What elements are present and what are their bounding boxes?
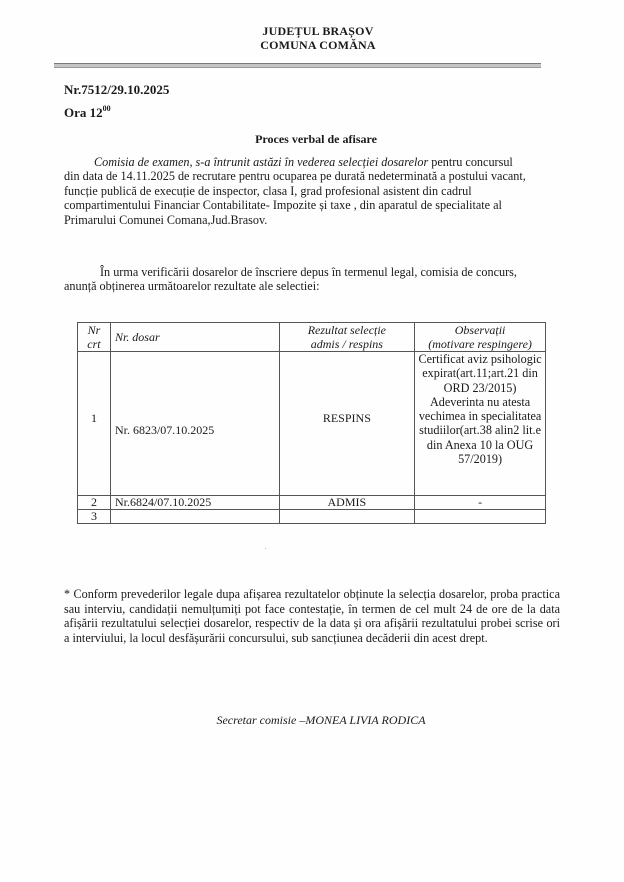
header-observatii bbox=[415, 323, 546, 352]
document-title: Proces verbal de afisare bbox=[255, 132, 377, 146]
scan-speck bbox=[265, 548, 266, 549]
table-row bbox=[78, 496, 546, 510]
document-header bbox=[0, 24, 624, 52]
cell-nr: 2 bbox=[78, 496, 111, 510]
intro-first-line bbox=[64, 155, 564, 169]
signature-line: Secretar comisie –MONEA LIVIA RODICA bbox=[216, 713, 426, 727]
intro-line: funcție publică de execuție de inspector, clasa I, grad profesional asistent din cadrul bbox=[64, 183, 472, 198]
cell-rezultat-text: RESPINS bbox=[322, 410, 371, 425]
intro-line: Primarului Comunei Comana,Jud.Brasov. bbox=[64, 212, 268, 227]
header-rezultat-line1: Rezultat selecție bbox=[307, 323, 387, 337]
header-separator bbox=[54, 63, 541, 68]
intro-paragraph bbox=[64, 155, 564, 227]
cell-rezultat bbox=[279, 352, 415, 496]
document-time bbox=[64, 104, 111, 121]
cell-observatii: Certificat aviz psihologic expirat(art.11;art.21 din ORD 23/2015) Adeverinta nu atesta vechimea in specialitatea studiilor(art.38 alin2 lit.e din Anexa 10 la OUG 57/2019) bbox=[415, 352, 546, 496]
intro-line: compartimentului Financiar Contabilitate- Impozite și taxe , din aparatul de specialitate al bbox=[64, 198, 502, 213]
cell-observatii: - bbox=[415, 496, 546, 510]
table-row bbox=[78, 510, 546, 524]
intro-italic-text: Comisia de examen, s-a întrunit astăzi în vederea selecției dosarelor bbox=[94, 155, 429, 169]
document-number: Nr.7512/29.10.2025 bbox=[64, 82, 170, 97]
intro-first-line-rest: pentru concursul bbox=[428, 155, 513, 169]
time-superscript: 00 bbox=[102, 104, 111, 113]
table-row bbox=[78, 352, 546, 496]
cell-nr-text: 1 bbox=[90, 410, 97, 425]
cell-dosar-text: Nr. 6823/07.10.2025 bbox=[114, 422, 215, 437]
contestation-note: * Conform prevederilor legale dupa afișarea rezultatelor obținute la selecția dosarelor, proba practica sau interviu, candidații nemulțumiți pot face contestație, în termen de cel mult 24 de ore de la data afișării rezultatului selecției dosarelor, respectiv de la data și ora afișării rezultatului probei scrise ori a interviului, la locul desfășurării concursului, sub sancțiunea decăderii din acest drept. bbox=[64, 587, 560, 645]
header-rezultat-line2: admis / respins bbox=[310, 337, 383, 351]
cell-nr: 3 bbox=[78, 510, 111, 524]
header-observatii-line2: (motivare respingere) bbox=[428, 337, 532, 351]
commune-name: COMUNA COMĂNA bbox=[260, 38, 376, 52]
cell-dosar bbox=[110, 510, 279, 524]
cell-observatii bbox=[415, 510, 546, 524]
time-label: Ora 12 bbox=[64, 105, 103, 120]
results-second-line: anunță obținerea următoarelor rezultate ale selectiei: bbox=[64, 279, 320, 294]
header-nr-crt: Nr crt bbox=[78, 323, 111, 352]
header-observatii-line1: Observații bbox=[454, 323, 506, 337]
cell-nr bbox=[78, 352, 111, 496]
cell-rezultat bbox=[279, 510, 415, 524]
results-paragraph bbox=[64, 265, 564, 294]
cell-dosar: Nr.6824/07.10.2025 bbox=[110, 496, 279, 510]
results-first-line: În urma verificării dosarelor de înscriere depus în termenul legal, comisia de concurs, bbox=[100, 265, 517, 279]
cell-dosar bbox=[110, 352, 279, 496]
table-header-row bbox=[78, 323, 546, 352]
intro-line: din data de 14.11.2025 de recrutare pentru ocuparea pe durată nedeterminată a postului vacant, bbox=[64, 169, 526, 184]
results-table bbox=[77, 322, 546, 524]
header-rezultat bbox=[279, 323, 415, 352]
cell-rezultat: ADMIS bbox=[279, 496, 415, 510]
county-name: JUDEȚUL BRAȘOV bbox=[262, 24, 374, 38]
header-nr-dosar: Nr. dosar bbox=[110, 323, 279, 352]
